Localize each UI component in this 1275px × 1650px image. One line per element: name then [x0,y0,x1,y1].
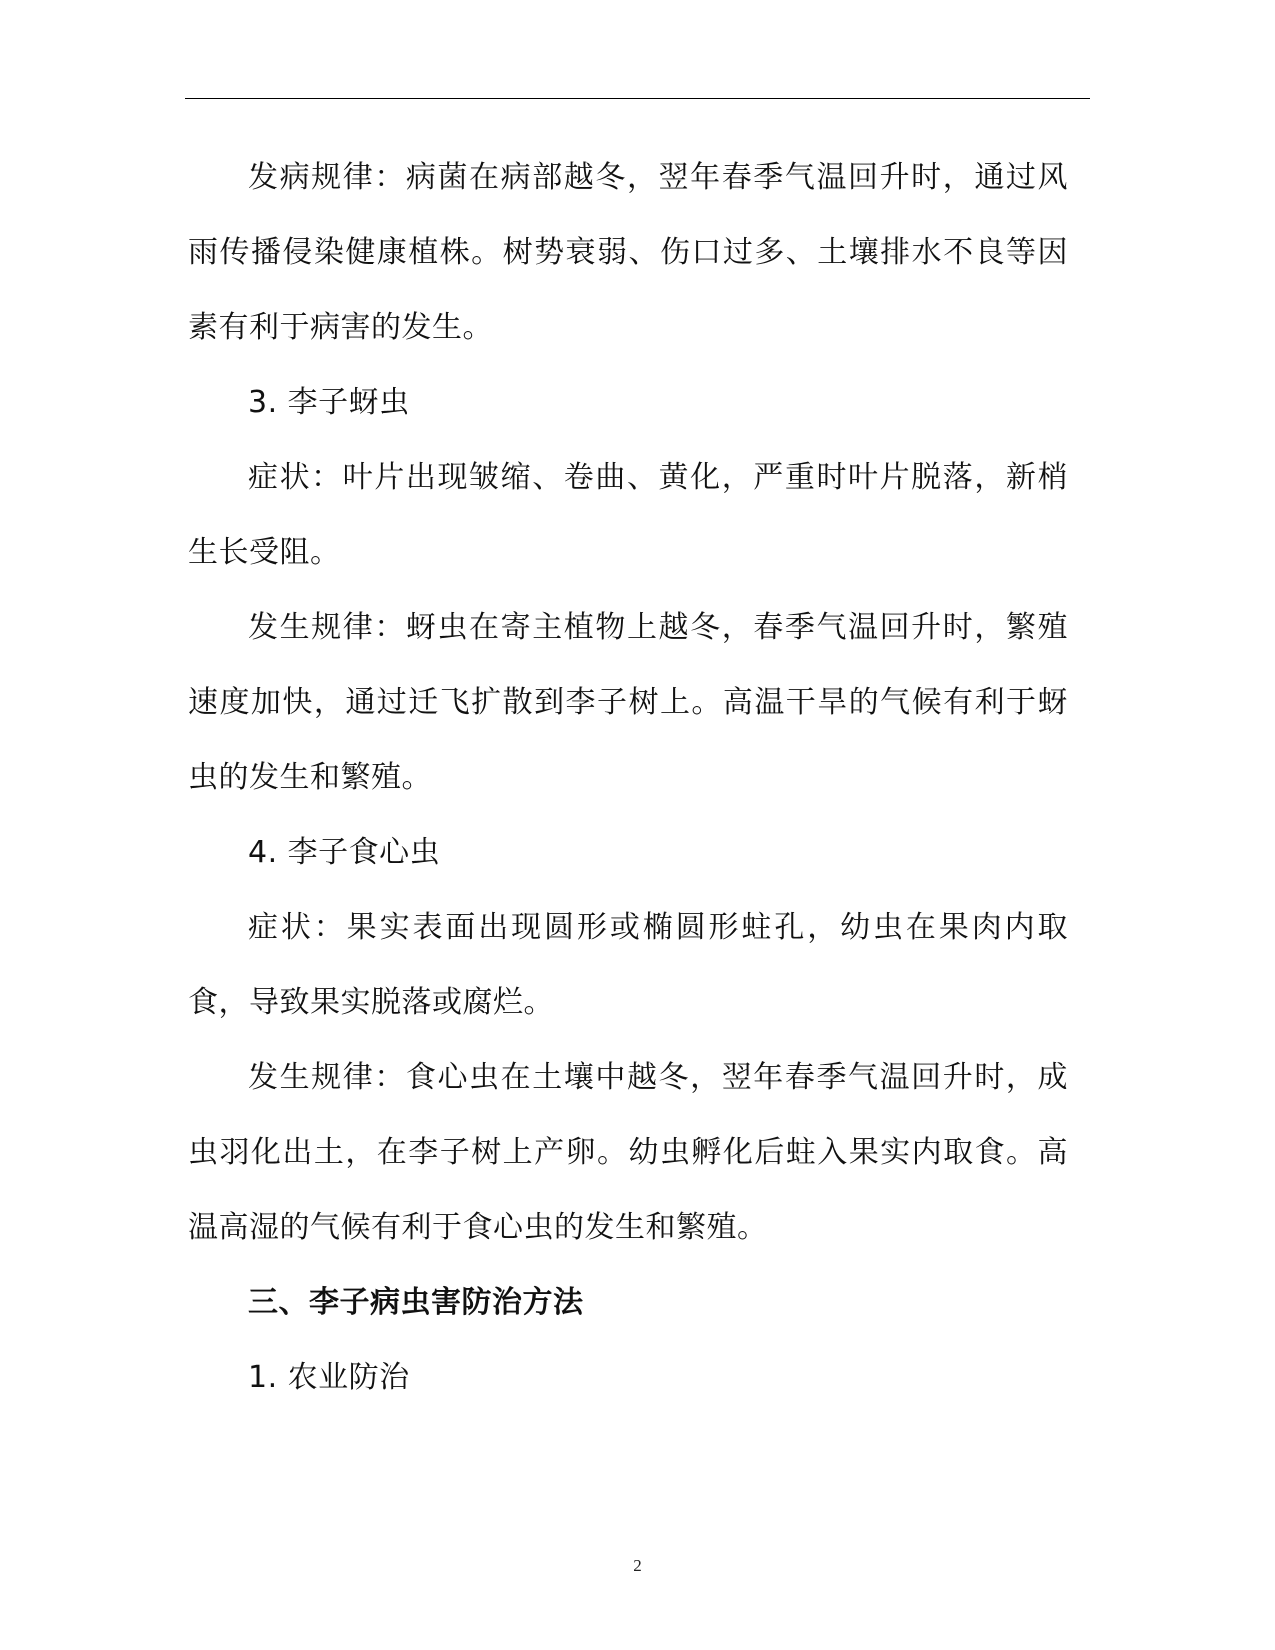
paragraph-aphid-pattern: 发生规律：蚜虫在寄主植物上越冬，春季气温回升时，繁殖速度加快，通过迁飞扩散到李子树上。高温干旱的气候有利于蚜虫的发生和繁殖。 [188,610,1068,795]
body-text [188,140,1068,1415]
paragraph-aphid-symptoms: 症状：叶片出现皱缩、卷曲、黄化，严重时叶片脱落，新梢生长受阻。 [188,460,1068,570]
paragraph-borer-pattern: 发生规律：食心虫在土壤中越冬，翌年春季气温回升时，成虫羽化出土，在李子树上产卵。幼虫孵化后蛀入果实内取食。高温高湿的气候有利于食心虫的发生和繁殖。 [188,1060,1068,1245]
section-heading-control-methods: 三、李子病虫害防治方法 [248,1285,584,1320]
heading-plum-fruit-borer: 4. 李子食心虫 [248,835,441,870]
header-rule [185,98,1090,99]
heading-agricultural-control: 1. 农业防治 [248,1360,410,1395]
page-number: 2 [633,1556,642,1575]
heading-plum-aphid: 3. 李子蚜虫 [248,385,410,420]
paragraph-borer-symptoms: 症状：果实表面出现圆形或椭圆形蛀孔，幼虫在果肉内取食，导致果实脱落或腐烂。 [188,910,1068,1020]
paragraph-disease-pattern: 发病规律：病菌在病部越冬，翌年春季气温回升时，通过风雨传播侵染健康植株。树势衰弱、伤口过多、土壤排水不良等因素有利于病害的发生。 [188,160,1068,345]
